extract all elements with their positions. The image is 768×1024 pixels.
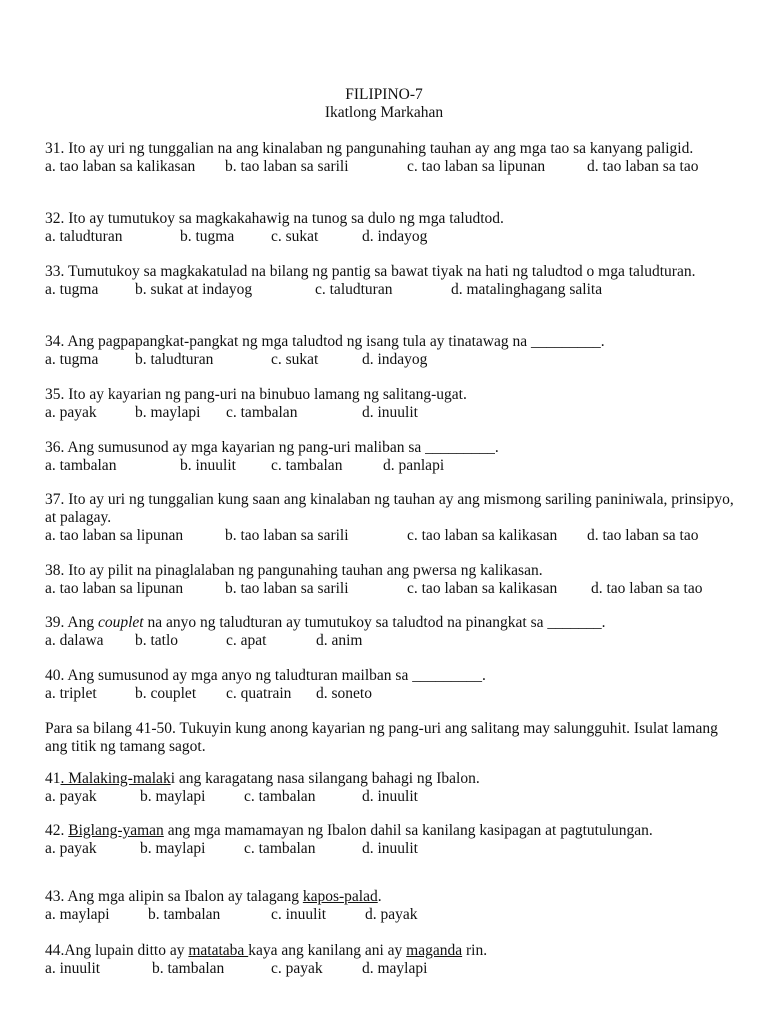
- options-row: [45, 840, 735, 858]
- options-row: [45, 632, 735, 650]
- option-b: b. inuulit: [180, 457, 236, 474]
- option-d: d. tao laban sa tao: [587, 158, 699, 175]
- question-stem: [45, 822, 735, 840]
- options-row: [45, 158, 735, 176]
- question-33: [45, 263, 735, 299]
- stem-text: na anyo ng taludturan ay tumutukoy sa taludtod na pinangkat sa _______.: [143, 614, 606, 631]
- option-d: d. inuulit: [362, 840, 418, 857]
- option-b: b. sukat at indayog: [135, 281, 253, 298]
- option-b: b. tugma: [180, 228, 235, 245]
- option-d: d. inuulit: [362, 788, 418, 805]
- options-row: [45, 228, 735, 246]
- stem-text: 44.Ang lupain ditto ay: [45, 942, 189, 959]
- underlined-word: maganda: [406, 942, 463, 959]
- question-31: [45, 140, 735, 176]
- option-d: d. soneto: [316, 685, 372, 702]
- underlined-word: Biglang-yaman: [68, 822, 164, 839]
- option-d: d. indayog: [362, 228, 428, 245]
- question-stem: 32. Ito ay tumutukoy sa magkakahawig na tunog sa dulo ng mga taludtod.: [45, 210, 504, 227]
- option-d: d. payak: [365, 906, 418, 923]
- instruction-paragraph: Para sa bilang 41-50. Tukuyin kung anong kayarian ng pang-uri ang salitang may salungguhit. Isulat lamang ang titik ng tamang sagot.: [45, 720, 718, 755]
- option-d: d. matalinghagang salita: [451, 281, 603, 298]
- question-stem: 37. Ito ay uri ng tunggalian kung saan ang kinalaban ng tauhan ay ang mismong sariling paniniwala, prinsipyo, at palagay.: [45, 491, 734, 526]
- question-32: [45, 210, 735, 246]
- question-stem: [45, 770, 735, 788]
- option-d: d. indayog: [362, 351, 428, 368]
- option-d: d. tao laban sa tao: [591, 580, 703, 597]
- option-c: c. inuulit: [271, 906, 327, 923]
- option-c: c. tao laban sa kalikasan: [407, 580, 558, 597]
- options-row: [45, 351, 735, 369]
- option-c: c. tao laban sa kalikasan: [407, 527, 558, 544]
- option-c: c. tambalan: [271, 457, 343, 474]
- option-a: a. payak: [45, 788, 97, 805]
- options-row: [45, 281, 735, 299]
- options-row: [45, 960, 735, 978]
- stem-text: 39. Ang: [45, 614, 98, 631]
- option-c: c. tao laban sa lipunan: [407, 158, 546, 175]
- option-a: a. payak: [45, 404, 97, 421]
- option-a: a. tao laban sa lipunan: [45, 580, 184, 597]
- question-stem: [45, 888, 735, 906]
- option-b: b. maylapi: [140, 840, 206, 857]
- option-b: b. taludturan: [135, 351, 214, 368]
- options-row: [45, 527, 735, 545]
- option-a: a. dalawa: [45, 632, 104, 649]
- option-c: c. apat: [226, 632, 267, 649]
- stem-text: 43. Ang mga alipin sa Ibalon ay talagang: [45, 888, 303, 905]
- option-b: b. tao laban sa sarili: [225, 580, 349, 597]
- option-a: a. payak: [45, 840, 97, 857]
- stem-text: .: [377, 888, 382, 905]
- option-d: d. anim: [316, 632, 363, 649]
- stem-text: kaya ang kanilang ani ay: [248, 942, 407, 959]
- question-42: [45, 822, 735, 858]
- question-37: [45, 491, 735, 545]
- option-a: a. taludturan: [45, 228, 123, 245]
- document-title: FILIPINO-7: [345, 86, 423, 103]
- option-d: d. panlapi: [383, 457, 445, 474]
- options-row: [45, 457, 735, 475]
- options-row: [45, 580, 735, 598]
- underlined-word: kapos-palad: [302, 888, 378, 905]
- option-b: b. tambalan: [152, 960, 225, 977]
- question-41: [45, 770, 735, 806]
- question-38: [45, 562, 735, 598]
- option-a: a. tugma: [45, 351, 99, 368]
- option-b: b. maylapi: [135, 404, 201, 421]
- option-a: a. inuulit: [45, 960, 101, 977]
- underlined-word: . Malaking-malak: [60, 770, 171, 787]
- question-stem: [45, 942, 735, 960]
- option-b: b. couplet: [135, 685, 197, 702]
- document-subtitle: Ikatlong Markahan: [324, 104, 444, 121]
- options-row: [45, 906, 735, 924]
- option-d: d. tao laban sa tao: [587, 527, 699, 544]
- option-c: c. tambalan: [244, 840, 316, 857]
- question-stem: 38. Ito ay pilit na pinaglalaban ng pangunahing tauhan ang pwersa ng kalikasan.: [45, 562, 543, 579]
- question-43: [45, 888, 735, 924]
- question-34: [45, 333, 735, 369]
- options-row: [45, 788, 735, 806]
- option-c: c. sukat: [271, 228, 319, 245]
- option-c: c. quatrain: [226, 685, 292, 702]
- question-stem: 34. Ang pagpapangkat-pangkat ng mga taludtod ng isang tula ay tinatawag na _________.: [45, 333, 605, 350]
- underlined-word: matataba: [188, 942, 249, 959]
- option-c: c. taludturan: [315, 281, 393, 298]
- question-stem: 31. Ito ay uri ng tunggalian na ang kinalaban ng pangunahing tauhan ay ang mga tao sa kanyang paligid.: [45, 140, 694, 157]
- option-a: a. tugma: [45, 281, 99, 298]
- option-b: b. tatlo: [135, 632, 179, 649]
- question-stem: [45, 614, 735, 632]
- question-39: [45, 614, 735, 650]
- option-b: b. tao laban sa sarili: [225, 158, 349, 175]
- option-d: d. inuulit: [362, 404, 418, 421]
- question-stem: 35. Ito ay kayarian ng pang-uri na binubuo lamang ng salitang-ugat.: [45, 386, 467, 403]
- option-a: a. tambalan: [45, 457, 117, 474]
- question-35: [45, 386, 735, 422]
- option-c: c. tambalan: [226, 404, 298, 421]
- options-row: [45, 685, 735, 703]
- option-c: c. tambalan: [244, 788, 316, 805]
- question-number: 42.: [45, 822, 69, 839]
- option-a: a. tao laban sa kalikasan: [45, 158, 196, 175]
- option-c: c. payak: [271, 960, 323, 977]
- stem-text: rin.: [462, 942, 488, 959]
- option-b: b. tao laban sa sarili: [225, 527, 349, 544]
- stem-text: i ang karagatang nasa silangang bahagi ng Ibalon.: [170, 770, 480, 787]
- question-stem: 33. Tumutukoy sa magkakatulad na bilang ng pantig sa bawat tiyak na hati ng taludtod o mga taludturan.: [45, 263, 696, 280]
- option-c: c. sukat: [271, 351, 319, 368]
- option-b: b. maylapi: [140, 788, 206, 805]
- question-stem: 36. Ang sumusunod ay mga kayarian ng pang-uri maliban sa _________.: [45, 439, 499, 456]
- option-d: d. maylapi: [362, 960, 428, 977]
- italic-term: couplet: [97, 614, 144, 631]
- question-36: [45, 439, 735, 475]
- question-44: [45, 942, 735, 978]
- question-number: 41: [45, 770, 61, 787]
- option-a: a. triplet: [45, 685, 97, 702]
- options-row: [45, 404, 735, 422]
- option-b: b. tambalan: [148, 906, 221, 923]
- question-stem: 40. Ang sumusunod ay mga anyo ng taludturan mailban sa _________.: [45, 667, 486, 684]
- question-40: [45, 667, 735, 703]
- stem-text: ang mga mamamayan ng Ibalon dahil sa kanilang kasipagan at pagtutulungan.: [163, 822, 653, 839]
- option-a: a. tao laban sa lipunan: [45, 527, 184, 544]
- option-a: a. maylapi: [45, 906, 110, 923]
